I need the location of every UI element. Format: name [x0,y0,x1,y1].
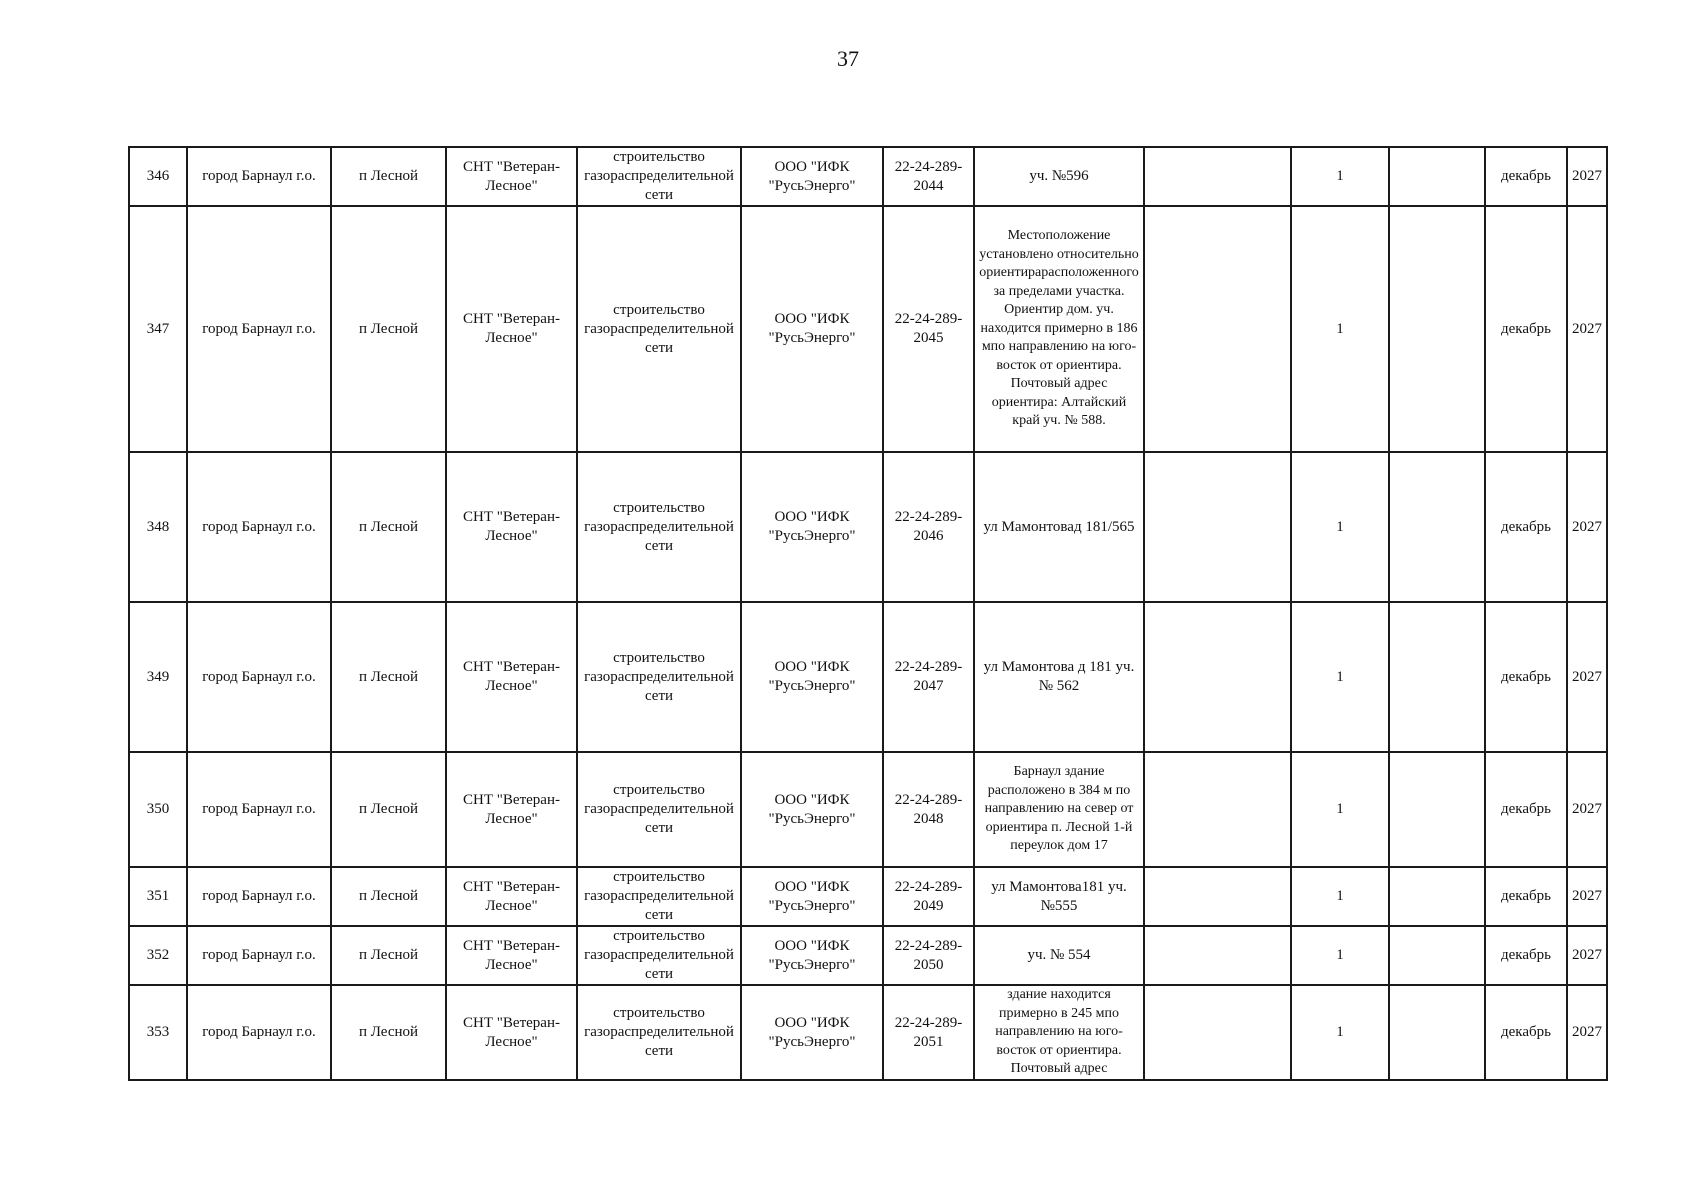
locality-cell: п Лесной [331,867,446,926]
locality-cell: п Лесной [331,985,446,1080]
empty-cell [1389,867,1485,926]
snt-cell: СНТ "Ветеран-Лесное" [446,985,577,1080]
district-cell: город Барнаул г.о. [187,926,331,985]
year-cell: 2027 [1567,452,1607,602]
empty-cell [1389,752,1485,867]
snt-cell: СНТ "Ветеран-Лесное" [446,602,577,752]
address-cell: Барнаул здание расположено в 384 м по направлению на север от ориентира п. Лесной 1-й переулок дом 17 [974,752,1144,867]
quantity-cell: 1 [1291,206,1389,452]
row-number: 349 [129,602,187,752]
empty-cell [1389,926,1485,985]
empty-cell [1389,452,1485,602]
locality-cell: п Лесной [331,147,446,206]
organization-cell: ООО "ИФК "РусьЭнерго" [741,985,883,1080]
table-row [129,452,1607,602]
code-cell: 22-24-289-2051 [883,985,974,1080]
snt-cell: СНТ "Ветеран-Лесное" [446,867,577,926]
organization-cell: ООО "ИФК "РусьЭнерго" [741,926,883,985]
locality-cell: п Лесной [331,602,446,752]
month-cell: декабрь [1485,602,1567,752]
year-cell: 2027 [1567,985,1607,1080]
quantity-cell: 1 [1291,867,1389,926]
address-cell: здание находится примерно в 245 мпо направлению на юго-восток от ориентира. Почтовый адрес [974,985,1144,1080]
code-cell: 22-24-289-2046 [883,452,974,602]
work-type-cell: строительство газораспределительной сети [577,147,741,206]
empty-cell [1144,206,1291,452]
row-number: 346 [129,147,187,206]
work-type-cell: строительство газораспределительной сети [577,926,741,985]
quantity-cell: 1 [1291,926,1389,985]
year-cell: 2027 [1567,206,1607,452]
row-number: 352 [129,926,187,985]
snt-cell: СНТ "Ветеран-Лесное" [446,752,577,867]
month-cell: декабрь [1485,926,1567,985]
empty-cell [1389,602,1485,752]
organization-cell: ООО "ИФК "РусьЭнерго" [741,452,883,602]
month-cell: декабрь [1485,206,1567,452]
district-cell: город Барнаул г.о. [187,206,331,452]
code-cell: 22-24-289-2047 [883,602,974,752]
district-cell: город Барнаул г.о. [187,602,331,752]
locality-cell: п Лесной [331,752,446,867]
row-number: 348 [129,452,187,602]
district-cell: город Барнаул г.о. [187,452,331,602]
year-cell: 2027 [1567,867,1607,926]
quantity-cell: 1 [1291,602,1389,752]
district-cell: город Барнаул г.о. [187,147,331,206]
empty-cell [1389,206,1485,452]
work-type-cell: строительство газораспределительной сети [577,867,741,926]
empty-cell [1144,985,1291,1080]
address-cell: уч. №596 [974,147,1144,206]
organization-cell: ООО "ИФК "РусьЭнерго" [741,752,883,867]
district-cell: город Барнаул г.о. [187,867,331,926]
register-table [128,146,1608,1081]
year-cell: 2027 [1567,602,1607,752]
empty-cell [1144,147,1291,206]
empty-cell [1389,985,1485,1080]
address-cell: уч. № 554 [974,926,1144,985]
address-cell: ул Мамонтовад 181/565 [974,452,1144,602]
empty-cell [1144,452,1291,602]
quantity-cell: 1 [1291,147,1389,206]
district-cell: город Барнаул г.о. [187,752,331,867]
organization-cell: ООО "ИФК "РусьЭнерго" [741,602,883,752]
work-type-cell: строительство газораспределительной сети [577,985,741,1080]
snt-cell: СНТ "Ветеран-Лесное" [446,926,577,985]
month-cell: декабрь [1485,452,1567,602]
address-cell: ул Мамонтова181 уч. №555 [974,867,1144,926]
table-row [129,926,1607,985]
locality-cell: п Лесной [331,452,446,602]
empty-cell [1144,867,1291,926]
code-cell: 22-24-289-2050 [883,926,974,985]
quantity-cell: 1 [1291,452,1389,602]
quantity-cell: 1 [1291,752,1389,867]
year-cell: 2027 [1567,752,1607,867]
table-row [129,602,1607,752]
empty-cell [1389,147,1485,206]
table-row [129,147,1607,206]
snt-cell: СНТ "Ветеран-Лесное" [446,206,577,452]
month-cell: декабрь [1485,867,1567,926]
work-type-cell: строительство газораспределительной сети [577,602,741,752]
district-cell: город Барнаул г.о. [187,985,331,1080]
table-row [129,867,1607,926]
row-number: 350 [129,752,187,867]
snt-cell: СНТ "Ветеран-Лесное" [446,452,577,602]
empty-cell [1144,602,1291,752]
month-cell: декабрь [1485,147,1567,206]
work-type-cell: строительство газораспределительной сети [577,752,741,867]
row-number: 351 [129,867,187,926]
code-cell: 22-24-289-2045 [883,206,974,452]
work-type-cell: строительство газораспределительной сети [577,206,741,452]
register-body [129,147,1607,1080]
address-cell: Местоположение установлено относительно ориентирарасположенного за пределами участка. Ориентир дом. уч. находится примерно в 186 мпо направлению на юго-восток от ориентира. Почтовый адрес ориентира: Алтайский край уч. № 588. [974,206,1144,452]
row-number: 353 [129,985,187,1080]
page-number: 37 [837,46,859,71]
locality-cell: п Лесной [331,926,446,985]
work-type-cell: строительство газораспределительной сети [577,452,741,602]
code-cell: 22-24-289-2044 [883,147,974,206]
quantity-cell: 1 [1291,985,1389,1080]
table-row [129,206,1607,452]
year-cell: 2027 [1567,147,1607,206]
year-cell: 2027 [1567,926,1607,985]
address-cell: ул Мамонтова д 181 уч. № 562 [974,602,1144,752]
organization-cell: ООО "ИФК "РусьЭнерго" [741,147,883,206]
organization-cell: ООО "ИФК "РусьЭнерго" [741,867,883,926]
row-number: 347 [129,206,187,452]
month-cell: декабрь [1485,985,1567,1080]
empty-cell [1144,752,1291,867]
code-cell: 22-24-289-2048 [883,752,974,867]
code-cell: 22-24-289-2049 [883,867,974,926]
locality-cell: п Лесной [331,206,446,452]
organization-cell: ООО "ИФК "РусьЭнерго" [741,206,883,452]
empty-cell [1144,926,1291,985]
table-row [129,752,1607,867]
snt-cell: СНТ "Ветеран-Лесное" [446,147,577,206]
table-row [129,985,1607,1080]
month-cell: декабрь [1485,752,1567,867]
